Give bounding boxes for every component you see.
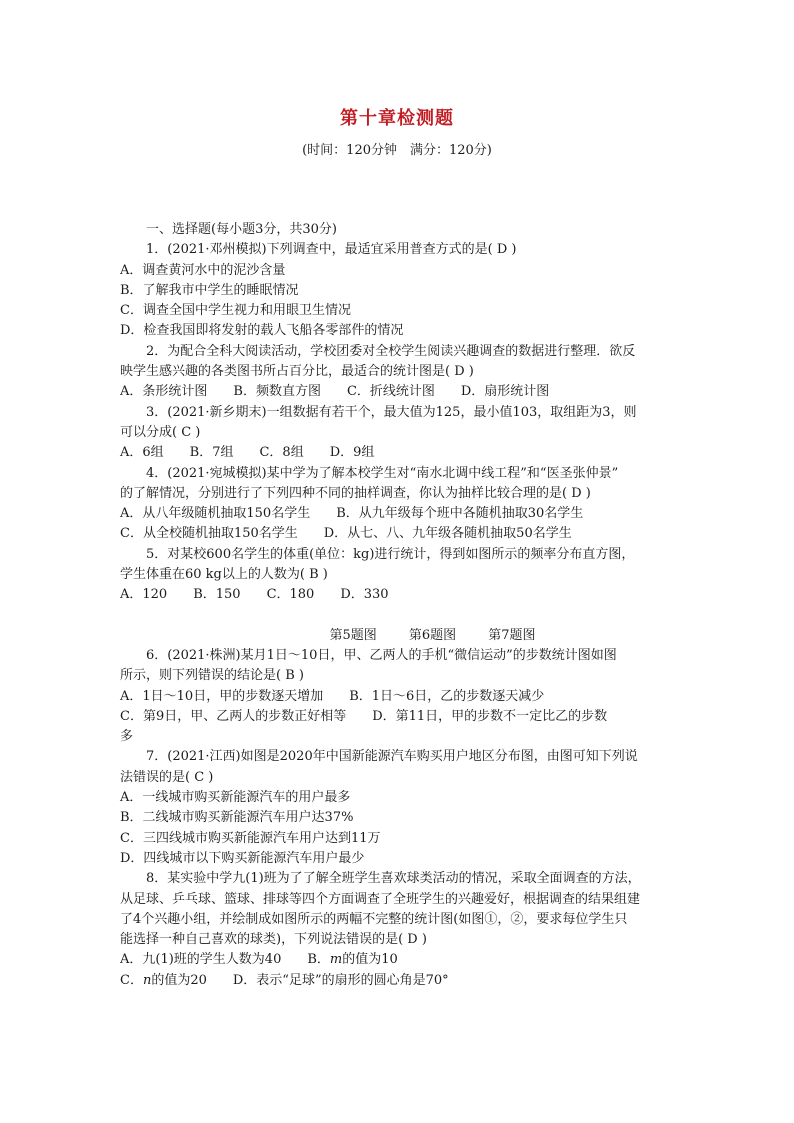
q6-options-line3: 多 (120, 729, 134, 745)
q7-stem-line1: 7．(2021·江西)如图是2020年中国新能源汽车购买用户地区分布图，由图可知下列说 (146, 749, 638, 765)
q8-options-line2 (120, 971, 679, 991)
q1-option-c: C．调查全国中学生视力和用眼卫生情况 (120, 303, 351, 319)
q3-options: A．6组 B．7组 C．8组 D．9组 (120, 445, 375, 461)
q7-option-a: A．一线城市购买新能源汽车的用户最多 (120, 790, 351, 806)
q8-options-line1 (120, 950, 679, 970)
page-title: 第十章检测题 (340, 108, 454, 129)
q8-opt-a-text: A．九(1)班的学生人数为40 B． (120, 952, 330, 968)
q2-options: A．条形统计图 B．频数直方图 C．折线统计图 D．扇形统计图 (120, 384, 550, 400)
q3-stem-line1: 3．(2021·新乡期末)一组数据有若干个，最大值为125，最小值103，取组距为3，则 (146, 404, 637, 420)
figure-gap (146, 606, 679, 626)
q5-stem-line1: 5．对某校600名学生的体重(单位：kg)进行统计，得到如图所示的频率分布直方图， (146, 546, 635, 562)
q7-option-b: B．二线城市购买新能源汽车用户达37% (120, 810, 354, 826)
q1-option-b: B．了解我市中学生的睡眠情况 (120, 282, 299, 298)
q8-var-n: n (142, 972, 152, 988)
q5-stem-line2: 学生体重在60 kg以上的人数为( B ) (120, 567, 328, 583)
caption-fig5: 第5题图 (329, 627, 377, 643)
q1-stem: 1．(2021·邓州模拟)下列调查中，最适宜采用普查方式的是( D ) (146, 242, 517, 258)
caption-fig7: 第7题图 (488, 627, 536, 643)
q8-opt-c-text: C． (120, 972, 143, 988)
question-body (120, 220, 679, 991)
q4-stem-line2: 的了解情况，分别进行了下列四种不同的抽样调查，你认为抽样比较合理的是( D ) (120, 485, 591, 501)
q8-stem-line1: 8．某实验中学九(1)班为了了解全班学生喜欢球类活动的情况，采取全面调查的方法， (146, 871, 641, 887)
q5-options: A．120 B．150 C．180 D．330 (120, 587, 389, 603)
figure-captions (146, 626, 679, 646)
q6-options-line1: A．1日～10日，甲的步数逐天增加 B．1日～6日，乙的步数逐天减少 (120, 688, 545, 704)
q8-stem-line3: 了4个兴趣小组，并绘制成如图所示的两幅不完整的统计图(如图①，②，要求每位学生只 (120, 911, 628, 927)
q8-var-m: m (329, 952, 343, 968)
q4-stem-line1: 4．(2021·宛城模拟)某中学为了解本校学生对“南水北调中线工程”和“医圣张仲景” (146, 465, 619, 481)
q3-stem-line2: 可以分成( C ) (120, 424, 201, 440)
q2-stem-line1: 2．为配合全科大阅读活动，学校团委对全校学生阅读兴趣调查的数据进行整理．欲反 (146, 343, 636, 359)
q1-option-d: D．检查我国即将发射的载人飞船各零部件的情况 (120, 323, 404, 339)
q6-stem-line2: 所示，则下列错误的结论是( B ) (120, 668, 304, 684)
q8-opt-b-text: 的值为10 (342, 952, 398, 968)
caption-fig6: 第6题图 (408, 627, 457, 643)
section-heading: 一、选择题(每小题3分，共30分) (146, 222, 337, 237)
q8-stem-line4: 能选择一种自己喜欢的球类)，下列说法错误的是( D ) (120, 932, 427, 948)
q1-option-a: A．调查黄河水中的泥沙含量 (120, 262, 286, 278)
q6-stem-line1: 6．(2021·株洲)某月1日～10日，甲、乙两人的手机“微信运动”的步数统计图如图 (146, 647, 617, 663)
q6-options-line2: C．第9日，甲、乙两人的步数正好相等 D．第11日，甲的步数不一定比乙的步数 (120, 708, 608, 724)
q7-option-c: C．三四线城市购买新能源汽车用户达到11万 (120, 830, 381, 846)
page-subtitle: (时间：120分钟 满分：120分) (302, 143, 492, 158)
q4-options-line2: C．从全校随机抽取150名学生 D．从七、八、九年级各随机抽取50名学生 (120, 526, 572, 542)
q4-options-line1: A．从八年级随机抽取150名学生 B．从九年级每个班中各随机抽取30名学生 (120, 506, 584, 522)
q7-option-d: D．四线城市以下购买新能源汽车用户最少 (120, 850, 365, 866)
q8-opt-d-text: 的值为20 D．表示“足球”的扇形的圆心角是70° (151, 972, 449, 988)
q2-stem-line2: 映学生感兴趣的各类图书所占百分比，最适合的统计图是( D ) (120, 364, 474, 380)
q7-stem-line2: 法错误的是( C ) (120, 769, 214, 785)
q8-stem-line2: 从足球、乒乓球、篮球、排球等四个方面调查了全班学生的兴趣爱好，根据调查的结果组建 (120, 891, 641, 907)
